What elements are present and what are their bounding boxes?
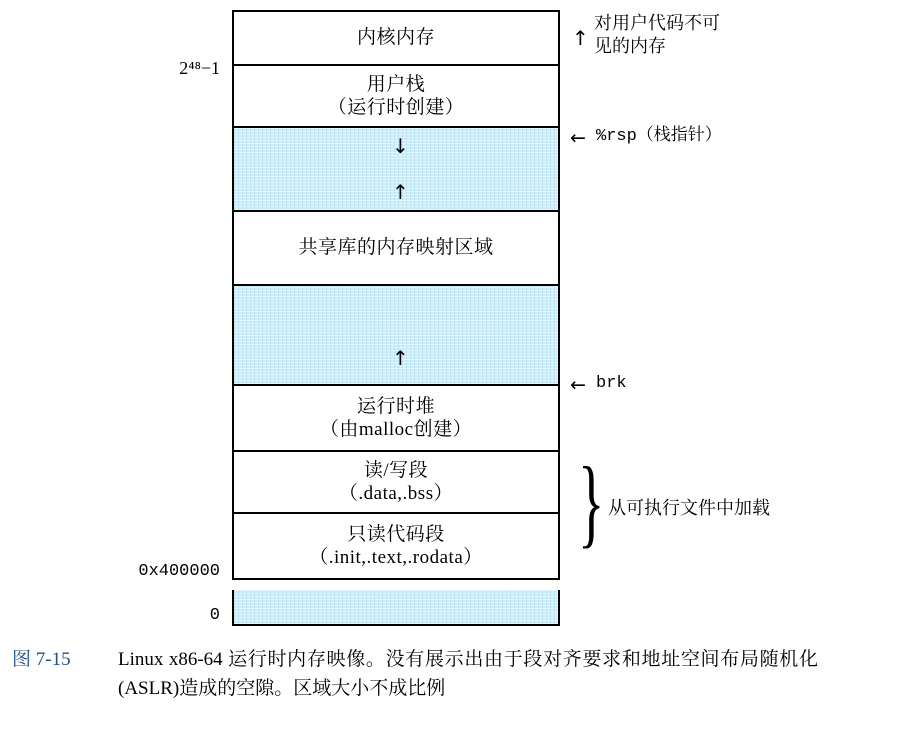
segment-read-write (232, 452, 560, 514)
segment-read-only-code-label: 只读代码段 (347, 523, 445, 545)
segment-user-stack (232, 66, 560, 128)
axis-label-base-address: 0x400000 (138, 562, 220, 581)
segment-kernel-label: 内核内存 (356, 27, 435, 49)
axis-label-top-address: 2⁴⁸−1 (179, 58, 220, 78)
heap-grow-up-arrow: ↑ (392, 346, 409, 370)
rsp-arrow-icon: ← (570, 127, 586, 149)
kernel-note-arrow-icon: ↑ (572, 26, 589, 50)
brk-note: brk (596, 374, 627, 393)
segment-read-only-code (232, 514, 560, 580)
segment-user-stack-sublabel: （运行时创建） (327, 97, 465, 118)
segment-kernel (232, 10, 560, 66)
segment-shared-lib-mmap (232, 212, 560, 286)
segment-user-stack-label: 用户栈 (366, 73, 426, 95)
load-brace-icon: } (578, 446, 605, 557)
segment-heap-gap (232, 286, 560, 386)
segment-read-write-label: 读/写段 (363, 459, 429, 481)
brk-arrow-icon: ← (570, 374, 586, 396)
rsp-note: %rsp（栈指针） (596, 127, 722, 146)
segment-shared-lib-mmap-label: 共享库的内存映射区域 (298, 237, 494, 259)
kernel-note: 对用户代码不可 见的内存 (594, 13, 720, 57)
stack-grow-down-arrow: ↓ (392, 134, 409, 158)
segment-runtime-heap-label: 运行时堆 (356, 395, 435, 417)
segment-runtime-heap (232, 386, 560, 452)
axis-label-zero-address: 0 (209, 606, 220, 625)
segment-read-write-sublabel: （.data,.bss） (338, 483, 454, 504)
load-note: 从可执行文件中加载 (608, 498, 770, 518)
segment-runtime-heap-sublabel: （由malloc创建） (319, 419, 473, 440)
figure-number: 图 7-15 (12, 649, 71, 670)
segment-read-only-code-sublabel: （.init,.text,.rodata） (309, 547, 483, 568)
heap-grow-up-arrow-stackgap: ↑ (392, 180, 409, 204)
segment-null-gap (232, 590, 560, 626)
figure-caption-text: Linux x86-64 运行时内存映像。没有展示出由于段对齐要求和地址空间布局随机化(ASLR)造成的空隙。区域大小不成比例 (118, 649, 818, 700)
